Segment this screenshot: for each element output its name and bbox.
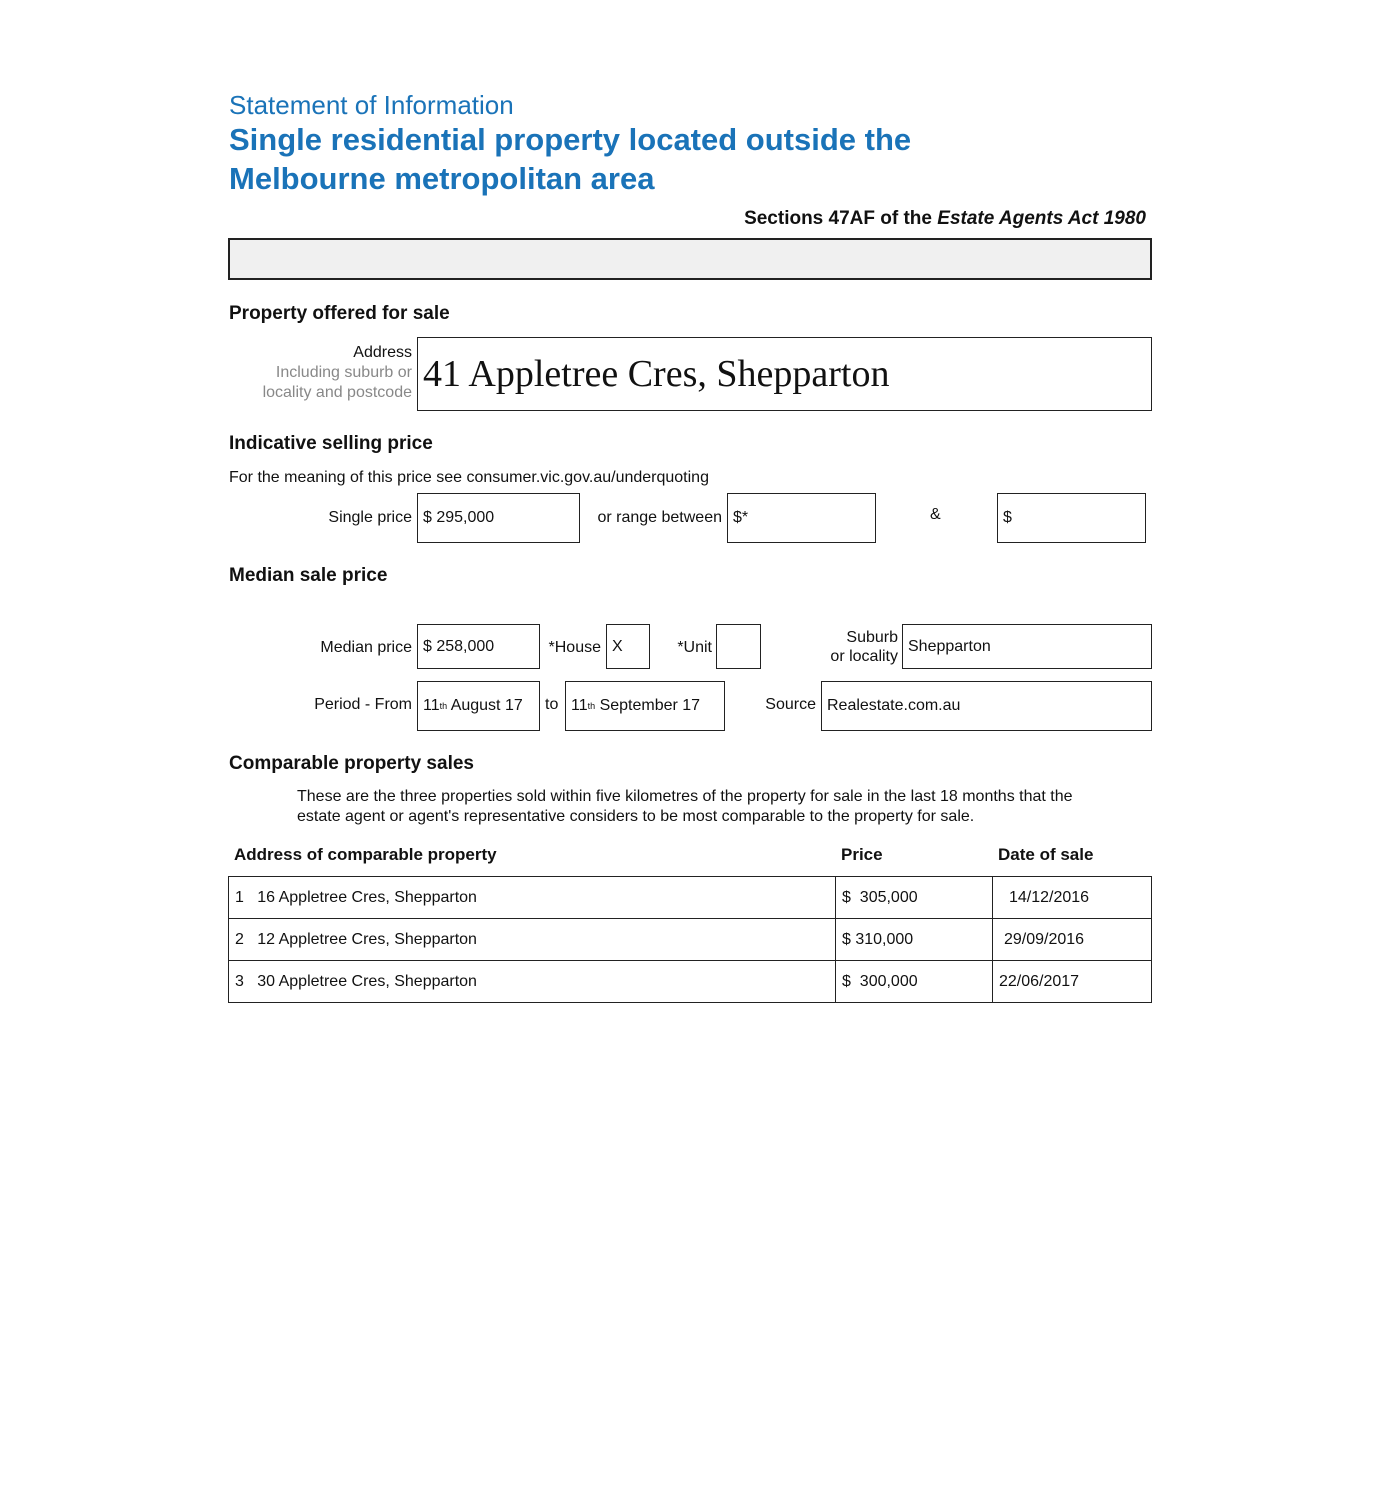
- period-to-field[interactable]: 11 th September 17: [565, 681, 725, 731]
- median-price-field[interactable]: $ 258,000: [417, 624, 540, 669]
- col-header-date: Date of sale: [998, 845, 1094, 864]
- suburb-field[interactable]: Shepparton: [902, 624, 1152, 669]
- doc-subtitle: Statement of Information: [229, 90, 514, 120]
- median-price-label: Median price: [320, 639, 412, 656]
- unit-checkbox[interactable]: [716, 624, 761, 669]
- indicative-note: For the meaning of this price see consumer.vic.gov.au/underquoting: [229, 469, 709, 486]
- single-price-label: Single price: [328, 509, 412, 526]
- suburb-label: or locality: [830, 648, 898, 665]
- address-hint: Including suburb or: [275, 364, 412, 381]
- sections-reference: Sections 47AF of the Estate Agents Act 1980: [744, 208, 1146, 229]
- doc-title-2: Melbourne metropolitan area: [229, 161, 655, 196]
- property-heading: Property offered for sale: [229, 303, 450, 324]
- to-label: to: [545, 696, 559, 713]
- indicative-heading: Indicative selling price: [229, 433, 433, 454]
- period-label: Period - From: [314, 696, 412, 713]
- source-field[interactable]: Realestate.com.au: [821, 681, 1152, 731]
- range-high-field[interactable]: $: [997, 493, 1146, 543]
- comparable-note: estate agent or agent's representative considers to be most comparable to the property for sale.: [297, 808, 975, 825]
- address-hint: locality and postcode: [262, 384, 412, 401]
- house-checkbox[interactable]: X: [606, 624, 650, 669]
- table-row: 2 12 Appletree Cres, Shepparton $ 310,000 29/09/2016: [229, 919, 1152, 961]
- period-from-field[interactable]: 11 th August 17: [417, 681, 540, 731]
- ampersand: &: [930, 506, 941, 523]
- doc-title-1: Single residential property located outside the: [229, 122, 912, 157]
- range-low-field[interactable]: $*: [727, 493, 876, 543]
- range-label: or range between: [597, 509, 722, 526]
- unit-label: *Unit: [677, 639, 712, 656]
- address-label: Address: [353, 344, 412, 361]
- table-row: 3 30 Appletree Cres, Shepparton $ 300,000 22/06/2017: [229, 961, 1152, 1003]
- comparable-note: These are the three properties sold within five kilometres of the property for sale in the last 18 months that the: [297, 788, 1073, 805]
- col-header-address: Address of comparable property: [234, 845, 497, 864]
- suburb-label: Suburb: [846, 629, 898, 646]
- median-heading: Median sale price: [229, 565, 388, 586]
- house-label: *House: [548, 639, 601, 656]
- source-label: Source: [765, 696, 816, 713]
- address-field[interactable]: 41 Appletree Cres, Shepparton: [417, 337, 1152, 411]
- table-row: 1 16 Appletree Cres, Shepparton $ 305,000 14/12/2016: [229, 877, 1152, 919]
- col-header-price: Price: [841, 845, 883, 864]
- comparable-table: [228, 876, 1152, 1003]
- single-price-field[interactable]: $ 295,000: [417, 493, 580, 543]
- agent-info-box[interactable]: [228, 238, 1152, 280]
- comparable-heading: Comparable property sales: [229, 753, 474, 774]
